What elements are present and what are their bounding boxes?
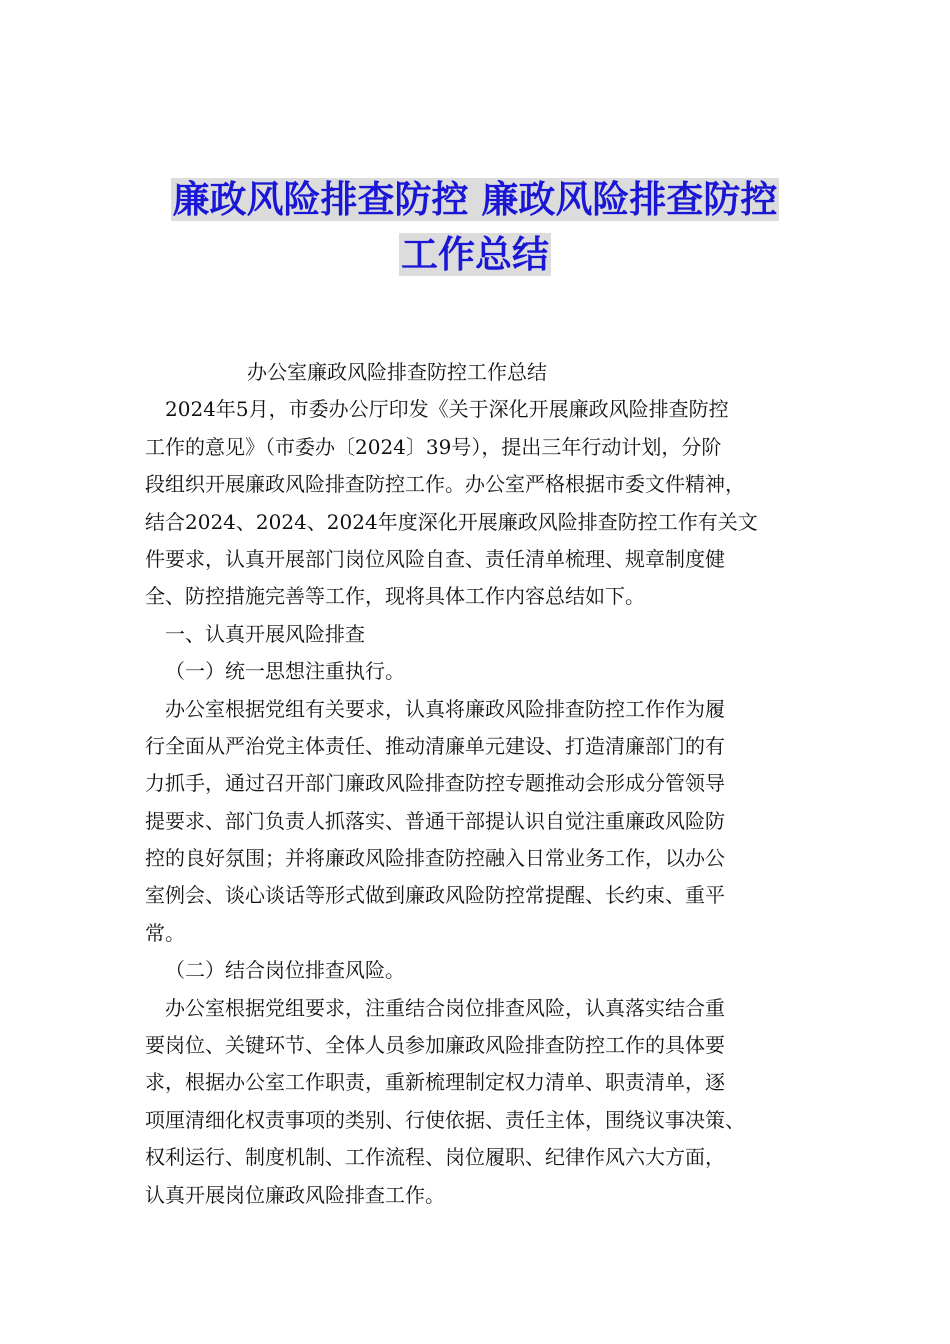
body-line: 项厘清细化权责事项的类别、行使依据、责任主体，围绕议事决策、 [145, 1107, 745, 1132]
body-line: 件要求，认真开展部门岗位风险自查、责任清单梳理、规章制度健 [145, 546, 725, 571]
body-line: 控的良好氛围；并将廉政风险排查防控融入日常业务工作，以办公 [145, 846, 725, 871]
document-subtitle: 办公室廉政风险排查防控工作总结 [247, 360, 547, 384]
body-line: 2024年5月，市委办公厅印发《关于深化开展廉政风险排查防控 [165, 397, 729, 422]
body-line: 一、认真开展风险排查 [165, 621, 365, 646]
body-line: 结合2024、2024、2024年度深化开展廉政风险排查防控工作有关文 [145, 509, 758, 534]
body-line: （一）统一思想注重执行。 [165, 659, 405, 684]
title-line-2-text: 工作总结 [401, 233, 549, 276]
body-line: 权利运行、制度机制、工作流程、岗位履职、纪律作风六大方面， [145, 1145, 725, 1170]
body-line: （二）结合岗位排查风险。 [165, 958, 405, 983]
body-line: 求，根据办公室工作职责，重新梳理制定权力清单、职责清单，逐 [145, 1070, 725, 1095]
title-line-1 [100, 172, 850, 227]
document-title [100, 172, 850, 282]
body-line: 常。 [145, 920, 185, 945]
title-line-2 [100, 227, 850, 282]
body-line: 认真开展岗位廉政风险排查工作。 [145, 1182, 445, 1207]
document-body [145, 354, 825, 1214]
body-line: 办公室根据党组有关要求，认真将廉政风险排查防控工作作为履 [165, 696, 725, 721]
body-line: 行全面从严治党主体责任、推动清廉单元建设、打造清廉部门的有 [145, 733, 725, 758]
body-line: 段组织开展廉政风险排查防控工作。办公室严格根据市委文件精神， [145, 472, 745, 497]
title-line-1-text: 廉政风险排查防控 廉政风险排查防控 [172, 178, 778, 221]
body-line: 办公室根据党组要求，注重结合岗位排查风险，认真落实结合重 [165, 995, 725, 1020]
body-line: 全、防控措施完善等工作，现将具体工作内容总结如下。 [145, 584, 645, 609]
body-line: 工作的意见》（市委办〔2024〕39号），提出三年行动计划，分阶 [145, 434, 722, 459]
body-line: 室例会、谈心谈话等形式做到廉政风险防控常提醒、长约束、重平 [145, 883, 725, 908]
body-line: 力抓手，通过召开部门廉政风险排查防控专题推动会形成分管领导 [145, 771, 725, 796]
body-line: 要岗位、关键环节、全体人员参加廉政风险排查防控工作的具体要 [145, 1033, 725, 1058]
body-line: 提要求、部门负责人抓落实、普通干部提认识自觉注重廉政风险防 [145, 808, 725, 833]
